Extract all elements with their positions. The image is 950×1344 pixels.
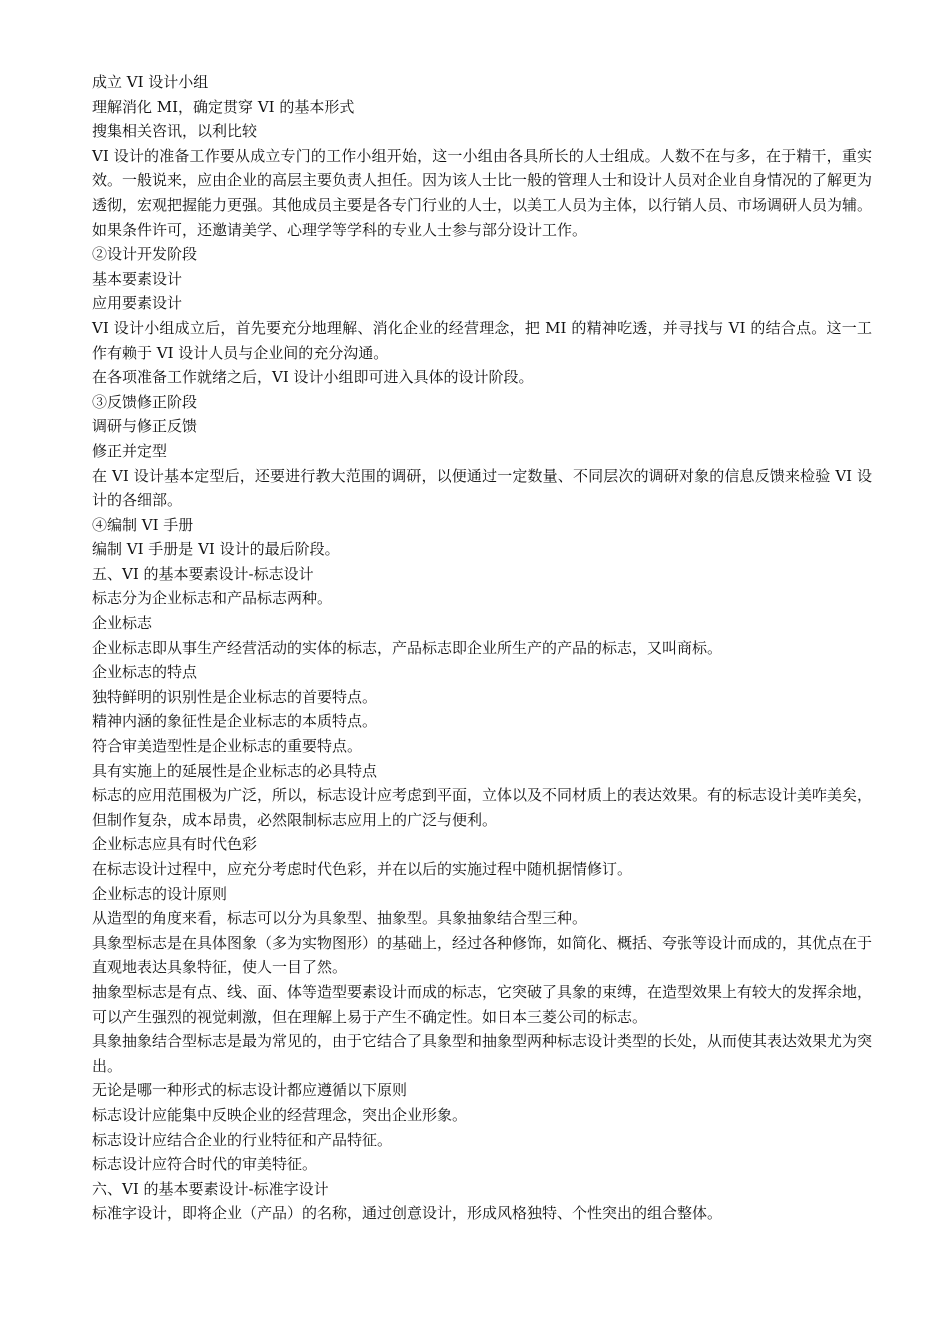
paragraph: 具象抽象结合型标志是最为常见的，由于它结合了具象型和抽象型两种标志设计类型的长处，从而使其表达效果尤为突出。: [92, 1032, 873, 1075]
paragraph: VI 设计小组成立后，首先要充分地理解、消化企业的经营理念，把 MI 的精神吃透，并寻找与 VI 的结合点。这一工作有赖于 VI 设计人员与企业间的充分沟通。: [92, 318, 872, 362]
paragraph: 标志的应用范围极为广泛，所以，标志设计应考虑到平面，立体以及不同材质上的表达效果。有的标志设计美咋美矣，但制作复杂，成本昂贵，必然限制标志应用上的广泛与便利。: [92, 786, 873, 829]
paragraph: 无论是哪一种形式的标志设计都应遵循以下原则: [92, 1081, 408, 1100]
paragraph: 企业标志的设计原则: [92, 884, 228, 903]
section-heading: 六、VI 的基本要素设计-标准字设计: [92, 1179, 329, 1198]
paragraph: 在标志设计过程中，应充分考虑时代色彩，并在以后的实施过程中随机据情修订。: [92, 860, 633, 878]
paragraph: 标志设计应能集中反映企业的经营理念，突出企业形象。: [92, 1105, 468, 1124]
paragraph: 在 VI 设计基本定型后，还要进行教大范围的调研，以便通过一定数量、不同层次的调研对象的信息反馈来检验 VI 设计的各细部。: [92, 466, 872, 510]
paragraph: 企业标志的特点: [92, 663, 198, 682]
document-page: [92, 70, 872, 1226]
paragraph: 企业标志即从事生产经营活动的实体的标志，产品标志即企业所生产的产品的标志，又叫商标。: [92, 638, 723, 657]
paragraph: 具象型标志是在具体图象（多为实物图形）的基础上，经过各种修饰，如简化、概括、夸张等设计而成的，其优点在于直观地表达具象特征，使人一目了然。: [92, 933, 873, 977]
paragraph: VI 设计的准备工作要从成立专门的工作小组开始，这一小组由各具所长的人士组成。人数不在与多，在于精干，重实效。一般说来，应由企业的高层主要负责人担任。因为该人士比一般的管理人士和设计人员对企业自身情况的了解更为透彻，宏观把握能力更强。其他成员主要是各专门行业的人士，以美工人员为主体，以行销人员、市场调研人员为辅。如果条件许可，还邀请美学、心理学等学科的专业人士参与部分设计工作。: [92, 146, 873, 239]
paragraph: 精神内涵的象征性是企业标志的本质特点。: [92, 712, 378, 731]
section-heading: ②设计开发阶段: [92, 245, 198, 264]
section-heading: ③反馈修正阶段: [92, 392, 198, 411]
paragraph: 标志分为企业标志和产品标志两种。: [92, 589, 333, 608]
paragraph: 成立 VI 设计小组: [92, 73, 209, 91]
paragraph: 独特鲜明的识别性是企业标志的首要特点。: [92, 687, 378, 706]
paragraph: 理解消化 MI，确定贯穿 VI 的基本形式: [92, 97, 355, 116]
paragraph: 从造型的角度来看，标志可以分为具象型、抽象型。具象抽象结合型三种。: [92, 909, 588, 928]
paragraph: 调研与修正反馈: [92, 417, 198, 436]
paragraph: 搜集相关咨讯，以利比较: [92, 122, 258, 141]
paragraph: 应用要素设计: [92, 294, 183, 313]
paragraph: 在各项准备工作就绪之后，VI 设计小组即可进入具体的设计阶段。: [92, 368, 534, 387]
section-heading: ④编制 VI 手册: [92, 515, 194, 534]
section-heading: 五、VI 的基本要素设计-标志设计: [92, 564, 314, 583]
paragraph: 编制 VI 手册是 VI 设计的最后阶段。: [92, 540, 340, 559]
paragraph: 抽象型标志是有点、线、面、体等造型要素设计而成的标志，它突破了具象的束缚，在造型效果上有较大的发挥余地，可以产生强烈的视觉刺激，但在理解上易于产生不确定性。如日本三菱公司的标志。: [92, 982, 873, 1026]
paragraph: 修正并定型: [92, 441, 168, 460]
paragraph: 企业标志应具有时代色彩: [92, 835, 258, 854]
paragraph: 标准字设计，即将企业（产品）的名称，通过创意设计，形成风格独特、个性突出的组合整体。: [92, 1204, 723, 1223]
paragraph: 标志设计应结合企业的行业特征和产品特征。: [92, 1130, 393, 1149]
paragraph: 标志设计应符合时代的审美特征。: [92, 1155, 318, 1174]
paragraph: 具有实施上的延展性是企业标志的必具特点: [92, 761, 378, 780]
paragraph: 基本要素设计: [92, 269, 183, 288]
paragraph: 符合审美造型性是企业标志的重要特点。: [92, 737, 363, 756]
paragraph: 企业标志: [92, 614, 153, 633]
